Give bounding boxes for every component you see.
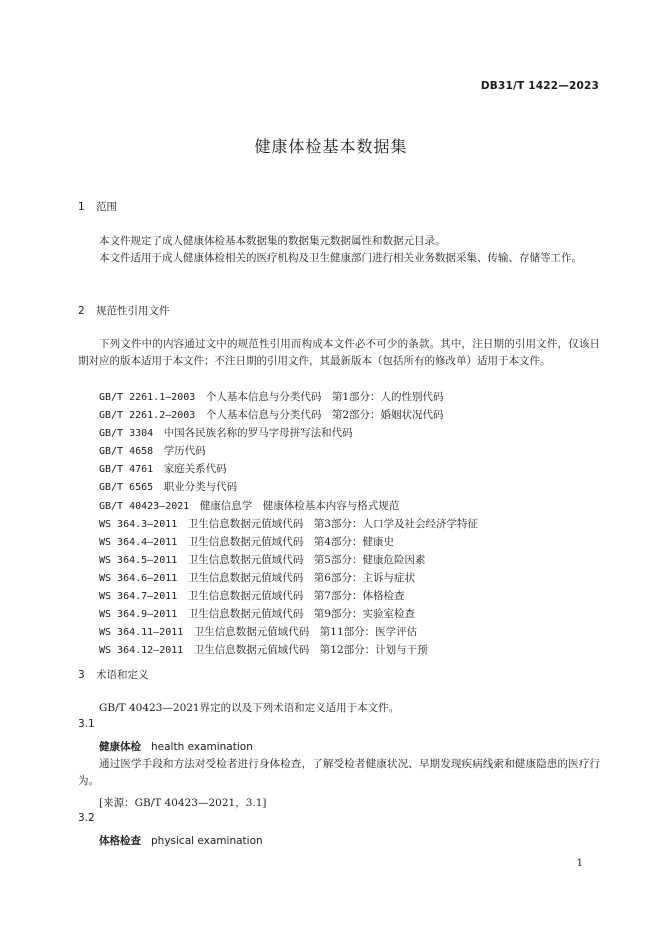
reference-item [99,424,478,442]
section-title: 术语和定义 [96,669,149,681]
reference-title: 学历代码 [163,445,206,458]
reference-title: 家庭关系代码 [163,463,227,476]
reference-item [99,388,478,406]
reference-code: GB/T 2261.1—2003 [99,392,196,403]
reference-item [99,515,478,533]
section-number: 2 [78,305,85,317]
reference-code: WS 364.7—2011 [99,591,178,603]
reference-title: 卫生信息数据元值域代码 第4部分：健康史 [187,535,394,548]
term-en: health examination [151,741,253,753]
term-en: physical examination [151,835,263,847]
reference-title: 卫生信息数据元值域代码 第6部分：主诉与症状 [187,571,415,584]
reference-title: 卫生信息数据元值域代码 第7部分：体格检查 [187,590,405,603]
reference-code: GB/T 4658 [99,446,154,458]
scope-paragraph-1: 本文件规定了成人健康体检基本数据集的数据集元数据属性和数据元目录。 [99,235,446,247]
reference-code: GB/T 4761 [99,464,154,476]
reference-item [99,478,478,496]
reference-item [99,587,478,605]
reference-title: 个人基本信息与分类代码 第2部分：婚姻状况代码 [205,409,444,422]
section-title: 范围 [96,201,117,213]
reference-code: GB/T 6565 [99,482,154,494]
clause-number: 3.2 [78,812,95,824]
reference-item [99,406,478,424]
reference-item [99,605,478,623]
reference-code: WS 364.3—2011 [99,518,178,530]
section-heading-normative-references [78,303,170,318]
terms-intro-paragraph: GB/T 40423—2021界定的以及下列术语和定义适用于本文件。 [99,702,400,714]
reference-item [99,460,478,478]
reference-title: 个人基本信息与分类代码 第1部分：人的性别代码 [205,391,444,403]
reference-item [99,497,478,515]
reference-title: 卫生信息数据元值域代码 第9部分：实验室检查 [187,608,415,621]
section-heading-scope [78,199,117,214]
document-title: 健康体检基本数据集 [254,137,408,156]
reference-item [99,533,478,551]
term-zh: 体格检查 [99,835,141,847]
reference-title: 卫生信息数据元值域代码 第3部分：人口学及社会经济学特征 [187,517,478,530]
reference-code: WS 364.4—2011 [99,536,178,548]
reference-item [99,623,478,641]
reference-item [99,641,478,659]
term-zh: 健康体检 [99,741,141,753]
reference-code: GB/T 2261.2—2003 [99,410,196,422]
reference-code: WS 364.5—2011 [99,554,178,566]
section-number: 1 [78,201,85,213]
reference-item [99,442,478,460]
normative-intro-paragraph: 下列文件中的内容通过文中的规范性引用而构成本文件必不可少的条款。其中，注日期的引用文件，仅该日期对应的版本适用于本文件；不注日期的引用文件，其最新版本（包括所有的修改单）适用于本文件。 [78,338,600,367]
term-physical-examination [99,833,263,848]
section-title: 规范性引用文件 [96,305,170,317]
reference-code: WS 364.12—2011 [99,645,184,657]
reference-title: 卫生信息数据元值域代码 第5部分：健康危险因素 [187,553,426,566]
reference-item [99,569,478,587]
reference-title: 健康信息学 健康体检基本内容与格式规范 [199,499,400,512]
reference-code: GB/T 3304 [99,428,154,440]
term-definition: 通过医学手段和方法对受检者进行身体检查，了解受检者健康状况、早期发现疾病线索和健康隐患的医疗行为。 [78,758,600,787]
reference-title: 中国各民族名称的罗马字母拼写法和代码 [163,427,353,440]
clause-number: 3.1 [78,718,95,730]
reference-code: WS 364.9—2011 [99,609,178,621]
reference-title: 职业分类与代码 [163,481,238,494]
reference-title: 卫生信息数据元值域代码 第12部分：计划与干预 [193,644,428,657]
reference-code: GB/T 40423—2021 [99,500,190,512]
reference-code: WS 364.11—2011 [99,627,184,639]
section-number: 3 [78,669,85,681]
term-health-examination [99,739,253,754]
scope-paragraph-2: 本文件适用于成人健康体检相关的医疗机构及卫生健康部门进行相关业务数据采集、传输、存储等工作。 [99,252,582,264]
reference-code: WS 364.6—2011 [99,572,178,584]
reference-list [99,388,478,659]
reference-item [99,551,478,569]
document-code: DB31/T 1422—2023 [480,80,599,92]
term-source: [来源：GB/T 40423—2021，3.1] [99,797,267,809]
section-heading-terms [78,667,149,682]
page-number: 1 [576,858,583,869]
reference-title: 卫生信息数据元值域代码 第11部分：医学评估 [193,626,418,639]
